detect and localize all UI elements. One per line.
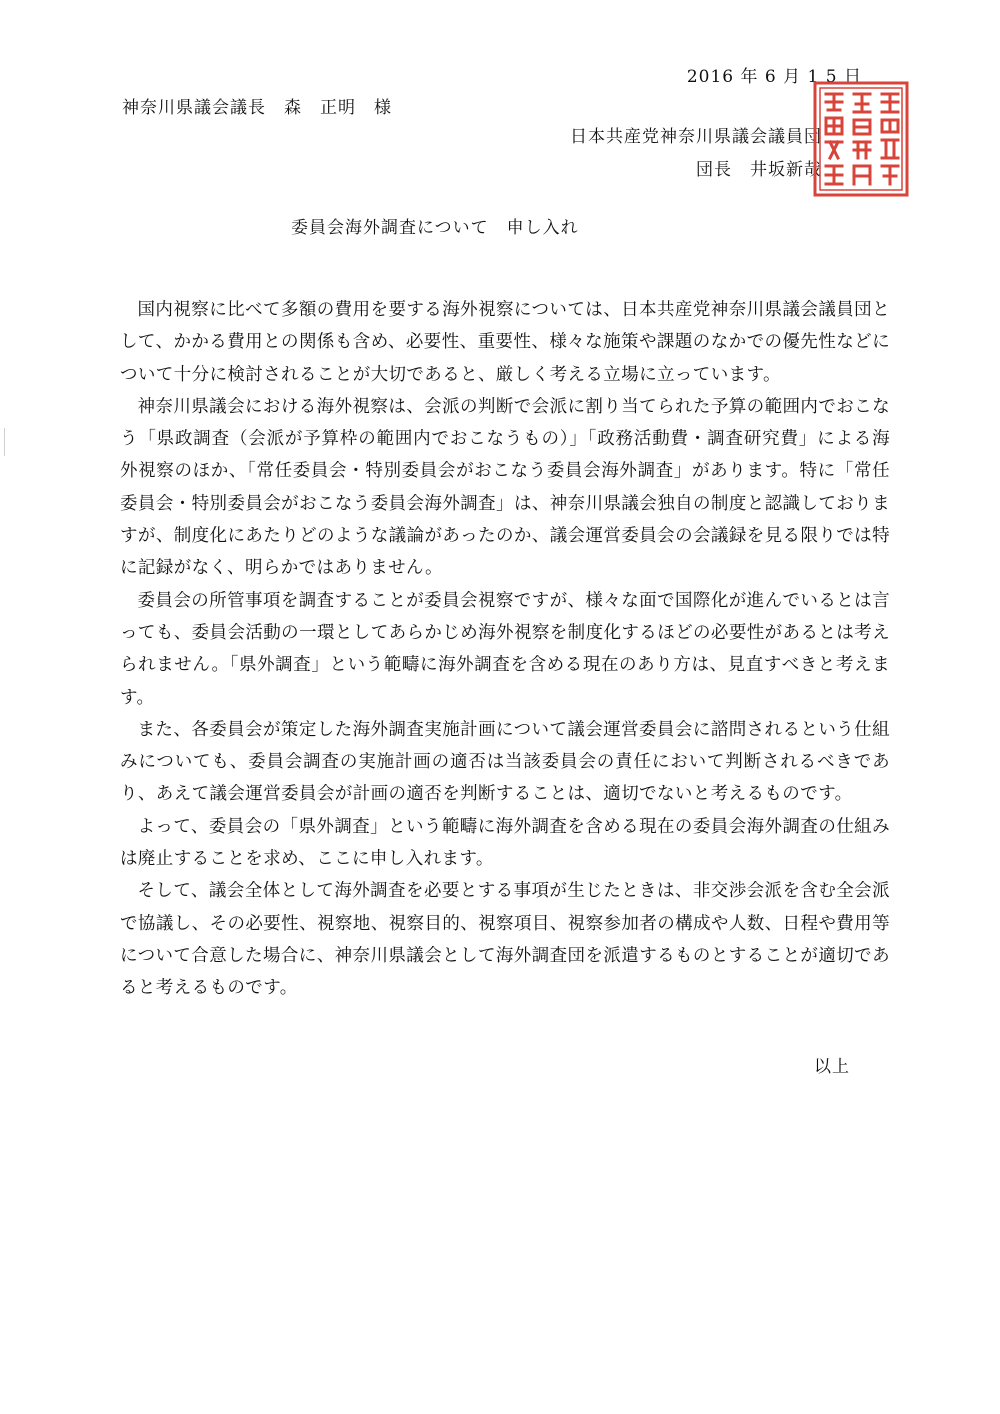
paragraph: そして、議会全体として海外調査を必要とする事項が生じたときは、非交渉会派を含む全会派で協議し、その必要性、視察地、視察目的、視察項目、視察参加者の構成や人数、日程や費用等について合意した場合に、神奈川県議会として海外調査団を派遣するものとすることが適切であると考えるものです。 (120, 881, 890, 999)
paragraph: 委員会の所管事項を調査することが委員会視察ですが、様々な面で国際化が進んでいるとは言っても、委員会活動の一環としてあらかじめ海外視察を制度化するほどの必要性があるとは考えられません。「県外調査」という範疇に海外調査を含める現在のあり方は、見直すべきと考えます。 (120, 590, 890, 708)
document-date: 2016 年 6 月 1 5 日 (686, 67, 862, 87)
scan-edge-mark (4, 428, 5, 456)
document-subject: 委員会海外調査について 申し入れ (291, 218, 579, 238)
paragraph: 国内視察に比べて多額の費用を要する海外視察については、日本共産党神奈川県議会議員団として、かかる費用との関係も含め、必要性、重要性、様々な施策や課題のなかでの優先性などについて十分に検討されることが大切であると、厳しく考える立場に立っています。 (120, 300, 890, 385)
paragraph: よって、委員会の「県外調査」という範疇に海外調査を含める現在の委員会海外調査の仕組みは廃止することを求め、ここに申し入れます。 (120, 816, 890, 870)
sender-organization: 日本共産党神奈川県議会議員団 (570, 127, 822, 147)
addressee: 神奈川県議会議長 森 正明 様 (122, 98, 392, 118)
paragraph: また、各委員会が策定した海外調査実施計画について議会運営委員会に諮問されるという仕組みについても、委員会調査の実施計画の適否は当該委員会の責任において判断されるべきであり、あえて議会運営委員会が計画の適否を判断することは、適切でないと考えるものです。 (120, 719, 890, 805)
red-seal-stamp-icon (812, 80, 910, 198)
document-body (120, 294, 890, 1005)
paragraph: 神奈川県議会における海外視察は、会派の判断で会派に割り当てられた予算の範囲内でおこなう「県政調査（会派が予算枠の範囲内でおこなうもの）」「政務活動費・調査研究費」による海外視察のほか、「常任委員会・特別委員会がおこなう委員会海外調査」があります。特に「常任委員会・特別委員会がおこなう委員会海外調査」は、神奈川県議会独自の制度と認識しておりますが、制度化にあたりどのような議論があったのか、議会運営委員会の会議録を見る限りでは特に記録がなく、明らかではありません。 (120, 396, 890, 579)
sender-leader: 団長 井坂新哉 (696, 160, 822, 180)
closing-remark: 以上 (814, 1057, 850, 1077)
